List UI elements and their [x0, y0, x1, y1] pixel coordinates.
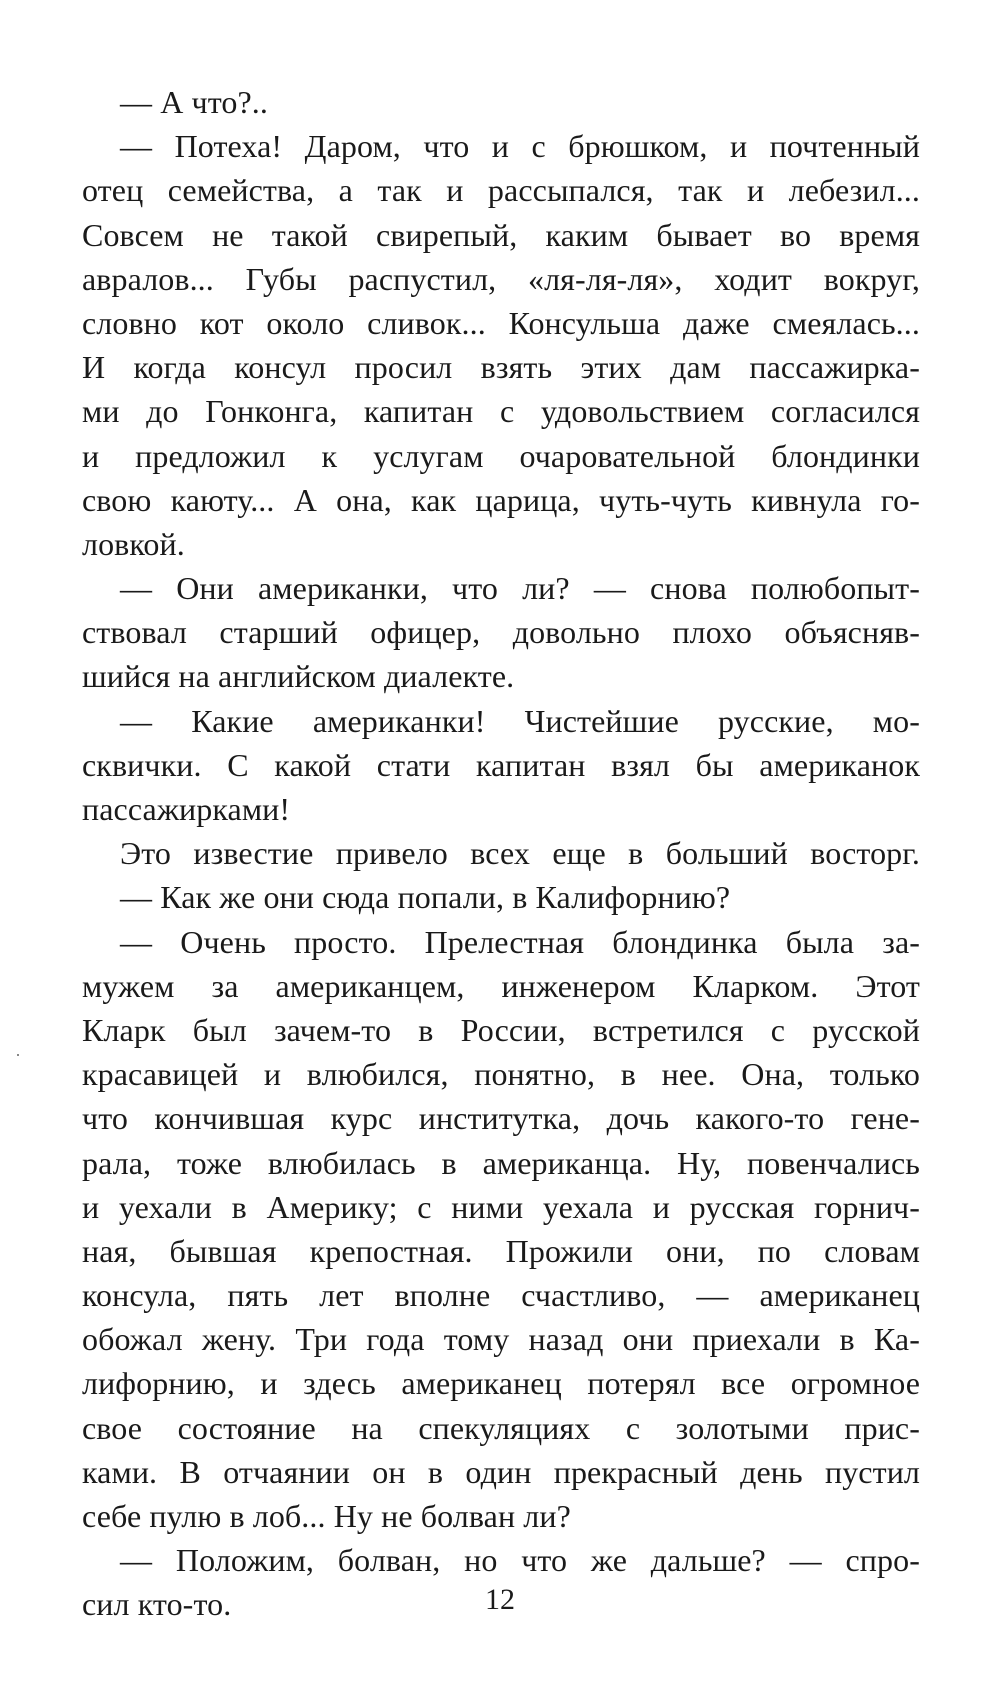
text-line: красавицей и влюбился, понятно, в нее. Она, только [82, 1056, 920, 1093]
text-line: ствовал старший офицер, довольно плохо объясняв- [82, 614, 920, 651]
text-line: сквички. С какой стати капитан взял бы американок [82, 746, 920, 783]
text-line: Это известие привело всех еще в больший восторг. [120, 835, 920, 872]
text-line: и предложил к услугам очаровательной блондинки [82, 437, 920, 474]
text-line: шийся на английском диалекте. [82, 658, 515, 695]
text-line: рала, тоже влюбилась в американца. Ну, повенчались [82, 1144, 920, 1181]
text-line: мужем за американцем, инженером Кларком. Этот [82, 967, 920, 1004]
page-text [82, 80, 920, 1627]
text-line: — Как же они сюда попали, в Калифорнию? [120, 879, 731, 916]
text-line: себе пулю в лоб... Ну не болван ли? [82, 1498, 571, 1534]
scan-speck [17, 1054, 19, 1056]
text-line: ная, бывшая крепостная. Прожили они, по словам [82, 1232, 920, 1269]
text-line: — Очень просто. Прелестная блондинка была за- [120, 923, 920, 960]
text-line: словно кот около сливок... Консульша даже смеялась... [82, 304, 920, 341]
text-line: отец семейства, а так и рассыпался, так и лебезил... [82, 172, 920, 209]
text-line: — Потеха! Даром, что и с брюшком, и почтенный [120, 128, 920, 165]
text-line: свое состояние на спекуляциях с золотыми прис- [82, 1409, 920, 1446]
text-line: Кларк был зачем-то в России, встретился с русской [82, 1011, 920, 1048]
text-line: свою каюту... А она, как царица, чуть-чуть кивнула го- [82, 481, 920, 518]
text-line: ками. В отчаянии он в один прекрасный день пустил [82, 1453, 920, 1490]
text-line: консула, пять лет вполне счастливо, — американец [82, 1277, 920, 1314]
text-line: — Какие американки! Чистейшие русские, мо- [120, 702, 920, 739]
page-number: 12 [485, 1583, 515, 1616]
text-line: ловкой. [82, 525, 185, 562]
text-line: обожал жену. Три года тому назад они приехали в Ка- [82, 1321, 920, 1358]
text-line: сил кто-то. [82, 1586, 232, 1623]
text-line: ми до Гонконга, капитан с удовольствием согласился [82, 393, 920, 430]
text-line: Совсем не такой свирепый, каким бывает во время [82, 216, 920, 253]
text-line: И когда консул просил взять этих дам пассажирка- [82, 349, 920, 386]
text-line: — А что?.. [120, 84, 268, 120]
text-line: пассажирками! [82, 791, 291, 827]
text-line: — Они американки, что ли? — снова полюбопыт- [120, 570, 920, 607]
text-line: авралов... Губы распустил, «ля-ля-ля», ходит вокруг, [82, 260, 920, 297]
text-line: что кончившая курс институтка, дочь какого-то гене- [82, 1100, 920, 1137]
text-line: лифорнию, и здесь американец потерял все огромное [82, 1365, 920, 1402]
text-line: — Положим, болван, но что же дальше? — спро- [120, 1542, 920, 1579]
text-line: и уехали в Америку; с ними уехала и русская горнич- [82, 1188, 920, 1225]
